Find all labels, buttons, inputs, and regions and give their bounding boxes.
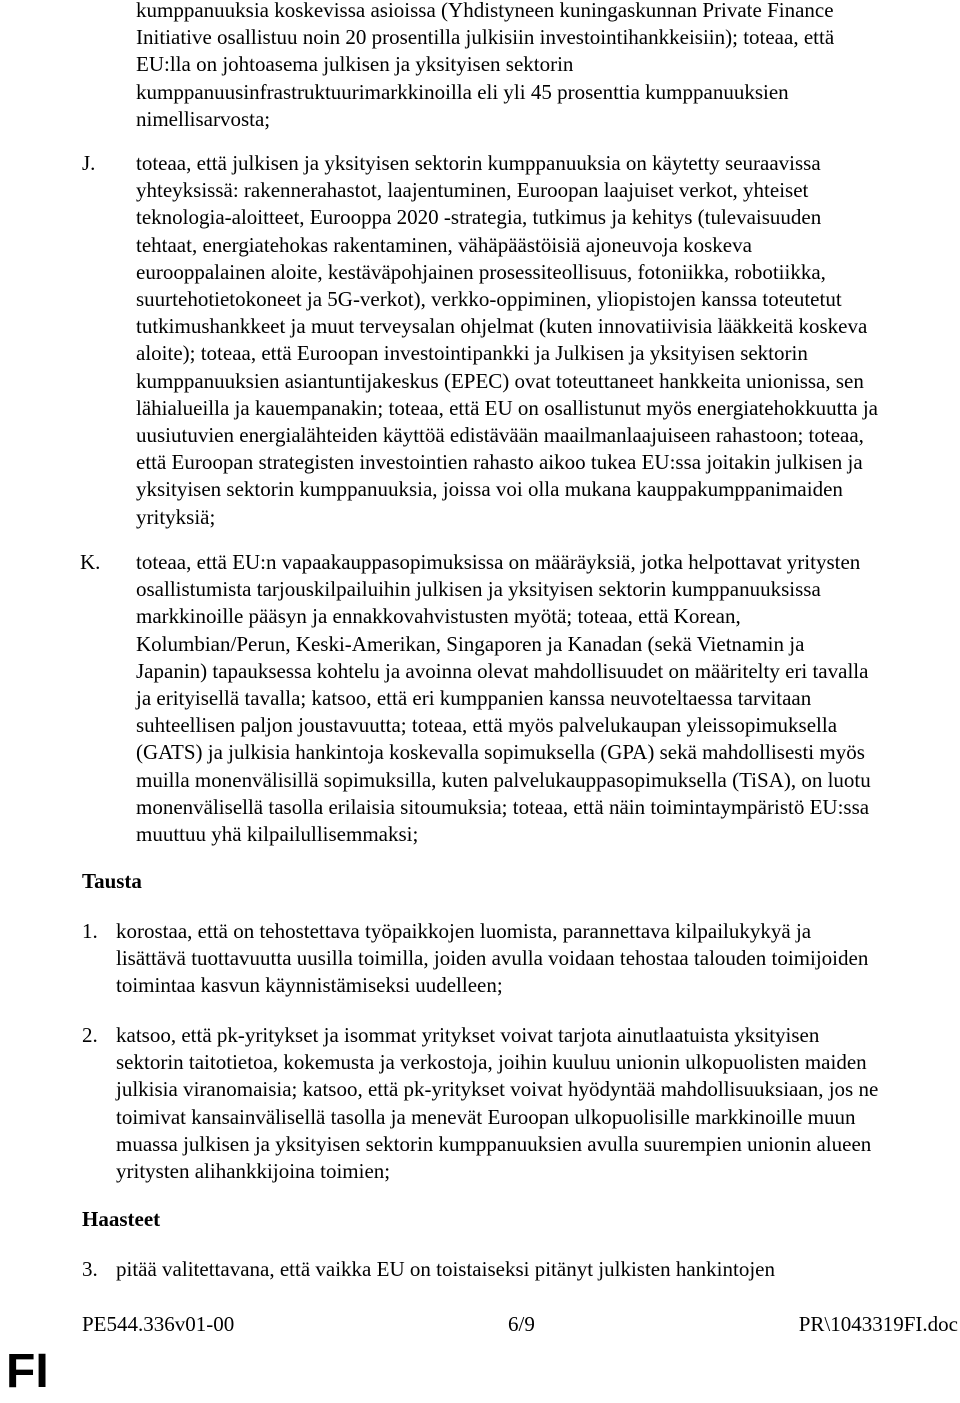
text-line: toimivat kansainvälisellä tasolla ja menevät Euroopan ulkopuolisille markkinoille muun [116, 1104, 856, 1129]
footer-file-reference: PR\1043319FI.doc [798, 1312, 958, 1336]
text-line: uusiutuvien energialähteiden käyttöä edistävään maailmanlaajuiseen rahastoon; toteaa, [136, 423, 864, 448]
item-label-3: 3. [82, 1257, 98, 1281]
item-1-paragraph [116, 918, 868, 1000]
text-line: toimintaa kasvun käynnistämiseksi uudelleen; [116, 973, 503, 998]
text-line: toteaa, että EU:n vapaakauppasopimuksissa on määräyksiä, jotka helpottavat yritysten [136, 550, 861, 574]
text-line: korostaa, että on tehostettava työpaikkojen luomista, parannettava kilpailukykyä ja [116, 919, 812, 943]
item-2-paragraph [116, 1022, 878, 1185]
text-line: tutkimushankkeet ja muut terveysalan ohjelmat (kuten innovatiivisia lääkkeitä koskeva [136, 314, 868, 339]
text-line: yhteyksissä: rakennerahastot, laajentuminen, Euroopan laajuiset verkot, yhteiset [136, 178, 809, 203]
text-line: katsoo, että pk-yritykset ja isommat yritykset voivat tarjota ainutlaatuista yksityisen [116, 1023, 820, 1047]
text-line: Initiative osallistuu noin 20 prosentilla julkisiin investointihankkeisiin); toteaa, että [136, 25, 835, 50]
recital-label-k: K. [80, 550, 101, 574]
text-line: kumppanuuksia koskevissa asioissa (Yhdistyneen kuningaskunnan Private Finance [136, 0, 834, 22]
footer-page-number: 6/9 [508, 1312, 535, 1336]
item-label-1: 1. [82, 919, 98, 943]
text-line: kumppanuusinfrastruktuurimarkkinoilla eli yli 45 prosenttia kumppanuuksien [136, 79, 789, 104]
text-line: muilla monenvälisillä sopimuksilla, kuten palvelukauppasopimuksella (TiSA), on luotu [136, 767, 871, 792]
section-heading-haasteet: Haasteet [82, 1207, 161, 1231]
text-line: teknologia-aloitteet, Eurooppa 2020 -strategia, tutkimus ja kehitys (tulevaisuuden [136, 205, 822, 230]
recital-label-j: J. [82, 151, 96, 175]
text-line: osallistumista tarjouskilpailuihin julkisen ja yksityisen sektorin kumppanuuksissa [136, 577, 821, 602]
text-line: muassa julkisen ja yksityisen sektorin kumppanuuksien avulla suurempien unionin alueen [116, 1131, 872, 1156]
text-line: aloite); toteaa, että Euroopan investointipankki ja Julkisen ja yksityisen sektorin [136, 341, 808, 366]
text-line: EU:lla on johtoasema julkisen ja yksityisen sektorin [136, 52, 574, 77]
item-3-paragraph [116, 1256, 775, 1283]
text-line: lähialueilla ja kauempanakin; toteaa, että EU on osallistunut myös energiatehokkuutta ja [136, 395, 878, 420]
text-line: toteaa, että julkisen ja yksityisen sektorin kumppanuuksia on käytetty seuraavissa [136, 151, 821, 175]
recital-k-paragraph [136, 549, 871, 848]
text-line: yrityksiä; [136, 504, 216, 529]
text-line: pitää valitettavana, että vaikka EU on toistaiseksi pitänyt julkisten hankintojen [116, 1257, 775, 1281]
text-line: ja erityisellä tavalla; katsoo, että eri kumppanien kanssa neuvoteltaessa tarvitaan [136, 686, 812, 711]
text-line: monenvälisellä tasolla erilaisia sitoumuksia; toteaa, että näin toimintaympäristö EU:ssa [136, 794, 870, 819]
text-line: sektorin taitotietoa, kokemusta ja verkostoja, joihin kuuluu unionin ulkopuolisten maiden [116, 1050, 867, 1075]
text-line: kumppanuuksien asiantuntijakeskus (EPEC) ovat toteuttaneet hankkeita unionissa, sen [136, 368, 864, 393]
text-line: että Euroopan strategisten investointien rahasto aikoo tukea EU:ssa joitakin julkisen ja [136, 450, 863, 475]
text-line: julkisia viranomaisia; katsoo, että pk-yritykset voivat hyödyntää mahdollisuuksiaan, jos ne [116, 1077, 879, 1102]
text-line: (GATS) ja julkisia hankintoja koskevalla sopimuksella (GPA) sekä mahdollisesti myös [136, 740, 865, 765]
text-line: suhteellisen paljon joustavuutta; toteaa, että myös palvelukaupan yleissopimuksella [136, 713, 838, 738]
continuation-paragraph [136, 0, 834, 133]
text-line: markkinoille pääsyn ja ennakkovahvistusten myötä; toteaa, että Korean, [136, 604, 741, 629]
text-line: eurooppalainen aloite, kestäväpohjainen prosessiteollisuus, fotoniikka, robotiikka, [136, 259, 826, 284]
text-line: yritysten alihankkijoina toimien; [116, 1159, 391, 1184]
recital-j-paragraph [136, 150, 878, 531]
footer-doc-reference: PE544.336v01-00 [82, 1312, 235, 1336]
text-line: tehtaat, energiatehokas rakentaminen, vähäpäästöisiä ajoneuvoja koskeva [136, 232, 752, 257]
language-code: FI [6, 1345, 49, 1398]
text-line: muuttuu yhä kilpailullisemmaksi; [136, 822, 419, 847]
text-line: lisättävä tuottavuutta uusilla toimilla, joiden avulla voidaan tehostaa talouden toimijoiden [116, 946, 869, 971]
text-line: yksityisen sektorin kumppanuuksia, joissa voi olla mukana kauppakumppanimaiden [136, 477, 843, 502]
item-label-2: 2. [82, 1023, 98, 1047]
section-heading-tausta: Tausta [82, 869, 142, 893]
text-line: nimellisarvosta; [136, 106, 271, 131]
text-line: Kolumbian/Perun, Keski-Amerikan, Singaporen ja Kanadan (sekä Vietnamin ja [136, 631, 805, 656]
text-line: suurtehotietokoneet ja 5G-verkot), verkko-oppiminen, yliopistojen kanssa toteutetut [136, 287, 842, 312]
text-line: Japanin) tapauksessa kohtelu ja avoinna olevat mahdollisuudet on määritelty eri tavalla [136, 658, 869, 683]
